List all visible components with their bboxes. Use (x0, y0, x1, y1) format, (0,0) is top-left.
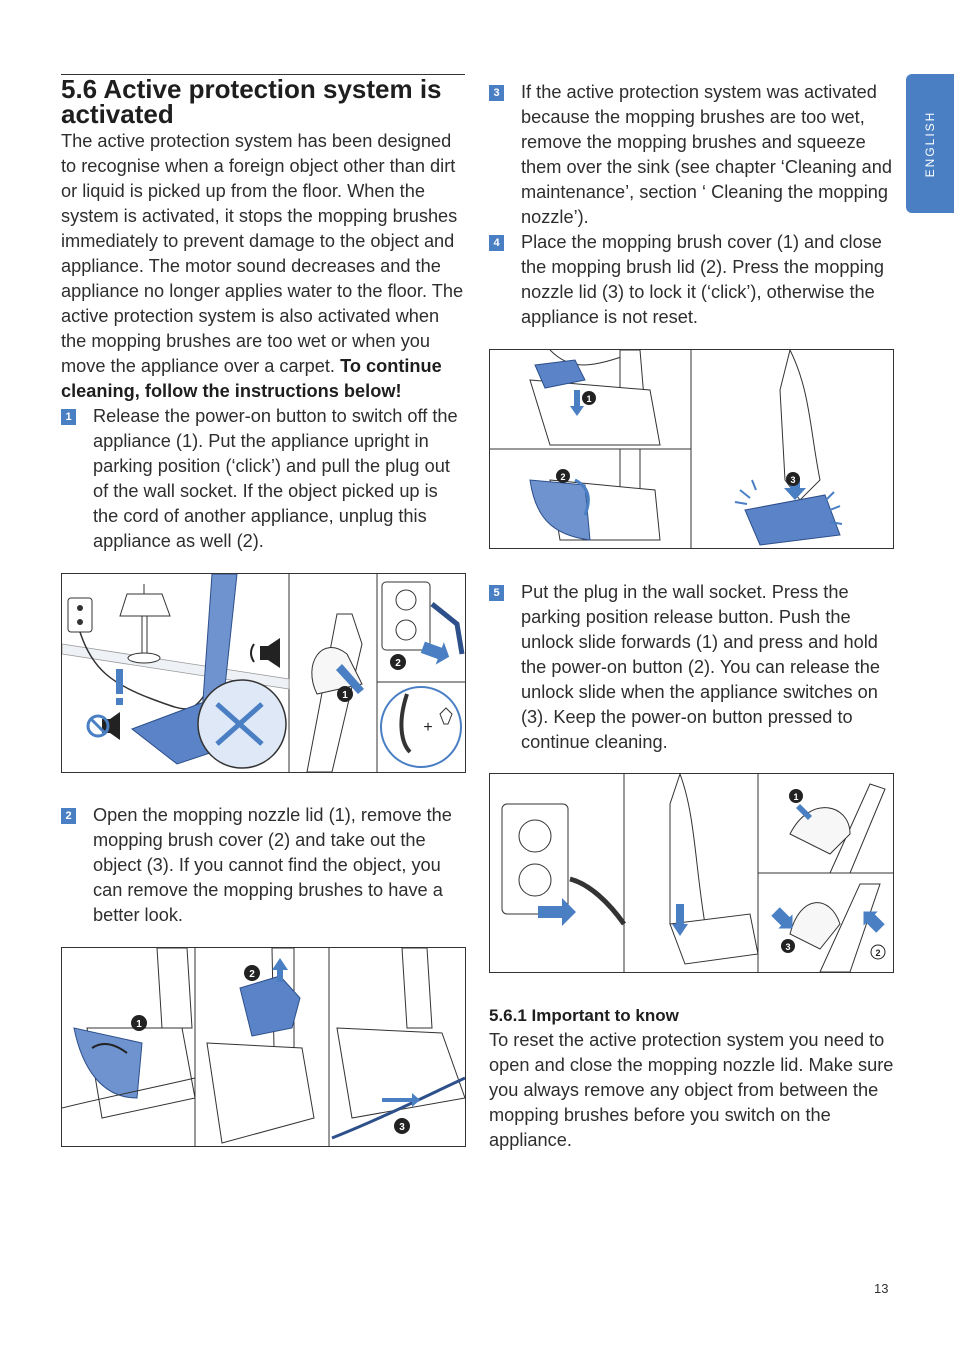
step-5 (489, 580, 894, 755)
right-column (489, 80, 894, 330)
power-on-button-icon (768, 884, 887, 972)
plug-in-socket-icon (502, 804, 624, 926)
lamp-icon (120, 584, 170, 663)
close-brush-lid-icon (530, 449, 660, 540)
figure-step-5 (489, 773, 894, 973)
unplug-socket-icon (382, 582, 462, 670)
section-title: 5.6 Active protection system is activated (61, 74, 442, 129)
step-3 (489, 80, 894, 230)
left-column (61, 74, 466, 554)
step-text-2: Open the mopping nozzle lid (1), remove the mopping brush cover (2) and take out the object (3). If you cannot find the object, you can remove the mopping brushes to have a better look. (93, 805, 452, 925)
callout-2-d: 2 (875, 948, 881, 958)
remove-brush-cover-icon (207, 948, 314, 1143)
section-intro (61, 129, 466, 404)
open-nozzle-lid-icon (62, 948, 195, 1118)
callout-1-c: 1 (586, 394, 592, 404)
wall-socket-icon (68, 598, 92, 632)
important-section (489, 1003, 894, 1153)
step-text-3: If the active protection system was activated because the mopping brushes are too wet, remove the mopping brushes and squeeze them over the sink (see chapter ‘Cleaning and maintenance’, section ‘ Cleaning the mopping nozzle’). (521, 82, 893, 227)
callout-2: 2 (395, 658, 401, 669)
callout-2-c: 2 (560, 472, 566, 482)
step-text-1: Release the power-on button to switch off the appliance (1). Put the appliance upright in parking position (‘click’) and pull the plug out of the wall socket. If the object picked up is the cord of another appliance, unplug this appliance as well (2). (93, 406, 458, 551)
figure-step-2 (61, 947, 466, 1147)
step-text-4: Place the mopping brush cover (1) and close the mopping brush lid (2). Press the mopping nozzle lid (3) to lock it (‘click’), otherwise the appliance is not reset. (521, 232, 884, 327)
parking-release-icon (670, 774, 758, 964)
callout-3-d: 3 (785, 942, 791, 952)
step-4 (489, 230, 894, 330)
step-number-1: 1 (61, 409, 76, 425)
step-1 (61, 404, 466, 554)
intro-text: The active protection system has been designed to recognise when a foreign object other than dirt or liquid is picked up from the floor. When the system is activated, it stops the mopping brushes immediately to prevent damage to the object and appliance. The motor sound decreases and the appliance no longer applies water to the floor. The active protection system is also activated when the mopping brushes are too wet or when you move the appliance over a carpet. (61, 131, 464, 376)
figure-step-4 (489, 349, 894, 549)
remove-object-icon (332, 948, 465, 1138)
step-number-5: 5 (489, 585, 504, 601)
place-brush-cover-icon (530, 350, 660, 445)
important-text: To reset the active protection system you need to open and close the mopping nozzle lid. Make sure you always remove any object from between the mopping brushes before you switch on the appliance. (489, 1030, 894, 1150)
press-nozzle-lid-icon (735, 350, 842, 545)
intro-bold: To continue cleaning, follow the instructions below! (61, 356, 442, 401)
step-text-5: Put the plug in the wall socket. Press the parking position release button. Push the unlock slide forwards (1) and press and hold the power-on button (2). You can release the unlock slide when the appliance switches on (3). Keep the power-on button pressed to continue cleaning. (521, 582, 880, 752)
callout-3-b: 3 (399, 1122, 405, 1133)
hand-pressing-button-icon (307, 614, 364, 772)
parking-position-icon (381, 687, 461, 767)
language-tab-label: ENGLISH (923, 110, 937, 177)
warning-icon (116, 669, 123, 705)
muted-speaker-icon (88, 712, 120, 740)
step-5-block (489, 580, 894, 755)
speaker-icon (251, 638, 280, 668)
figure-step-1 (61, 573, 466, 773)
step-number-3: 3 (489, 85, 504, 101)
callout-2-b: 2 (249, 969, 255, 980)
step-2 (61, 803, 466, 928)
page-number: 13 (874, 1281, 889, 1296)
callout-1-b: 1 (136, 1019, 142, 1030)
plus-sign: + (423, 719, 433, 736)
callout-1-d: 1 (793, 792, 799, 802)
unlock-slide-icon (789, 784, 885, 873)
step-number-4: 4 (489, 235, 504, 251)
callout-1: 1 (342, 690, 348, 701)
important-title: 5.6.1 Important to know (489, 1006, 679, 1025)
language-tab (906, 74, 954, 213)
step-number-2: 2 (61, 808, 76, 824)
step-2-block (61, 803, 466, 928)
callout-3-c: 3 (790, 475, 796, 485)
